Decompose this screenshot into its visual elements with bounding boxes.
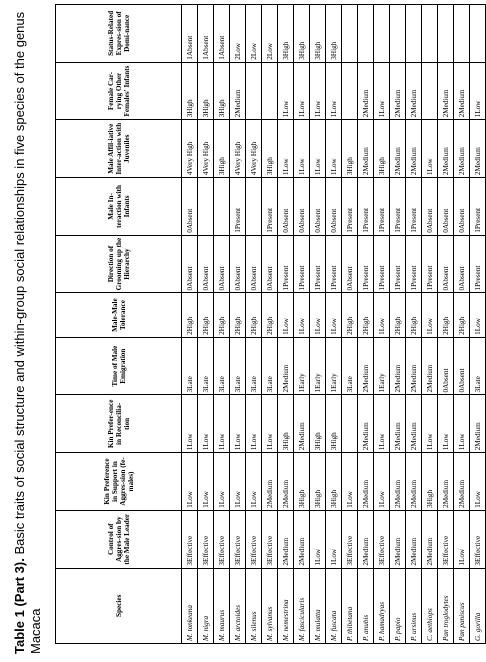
table-cell: 3High [310, 395, 326, 453]
table-cell: 2Medium [406, 453, 422, 511]
table-cell: 3Effective [374, 510, 390, 568]
table-row [214, 5, 230, 644]
table-cell: 4Very High [230, 120, 246, 178]
table-cell: 2Medium [358, 510, 374, 568]
table-cell: 3High [326, 5, 342, 63]
table-cell: 4Very High [198, 120, 214, 178]
table-cell: 3Late [342, 337, 358, 395]
species-cell: M. fascicularis [294, 568, 310, 643]
table-cell: 1Present [294, 235, 310, 293]
table-row [246, 5, 262, 644]
table-cell: 3High [374, 120, 390, 178]
table-cell: 0Absent [454, 337, 470, 395]
species-cell: M. maurus [214, 568, 230, 643]
table-cell: 2Medium [358, 120, 374, 178]
table-cell: 2Medium [422, 337, 438, 395]
table-cell: 3High [310, 453, 326, 511]
table-cell: 2High [358, 293, 374, 337]
table-cell: 1Low [326, 120, 342, 178]
table-row [374, 5, 390, 644]
table-cell: 1Low [182, 453, 198, 511]
table-cell [246, 62, 262, 120]
species-cell: M. arctoides [230, 568, 246, 643]
table-cell: 2Medium [406, 510, 422, 568]
table-cell [422, 5, 438, 63]
table-cell: 0Absent [454, 178, 470, 236]
table-cell: 3Effective [214, 510, 230, 568]
table-cell: 1Low [374, 293, 390, 337]
table-cell: 2Medium [438, 453, 454, 511]
species-cell: P. hamadryas [374, 568, 390, 643]
table-caption-label: Table 1 (Part 3). [12, 558, 27, 654]
table-cell: 1Low [294, 62, 310, 120]
table-caption [8, 0, 50, 662]
table-cell: 0Absent [246, 235, 262, 293]
table-caption-description: Basic traits of social structure and within-group social relationships in five species of the genus Macaca [12, 11, 43, 654]
column-header: Kin Prefer-ence in Reconcilia-tion [56, 395, 182, 453]
table-cell: 1Low [374, 453, 390, 511]
table-cell: 4Very High [182, 120, 198, 178]
table-cell: 3High [342, 120, 358, 178]
species-cell: M. mulatta [310, 568, 326, 643]
table-cell: 2Medium [422, 510, 438, 568]
table-cell: 1Low [182, 395, 198, 453]
table-row [182, 5, 198, 644]
column-header: Direction of Grooming up the Hierarchy [56, 235, 182, 293]
table-cell: 2Medium [278, 337, 294, 395]
table-cell: 0Absent [182, 178, 198, 236]
table-cell: 2Medium [358, 62, 374, 120]
table-cell: 1Present [310, 235, 326, 293]
table-cell [262, 62, 278, 120]
table-cell: 2Medium [470, 120, 486, 178]
table-cell: 1Low [438, 395, 454, 453]
table-cell: 1Low [198, 395, 214, 453]
table-row [422, 5, 438, 644]
table-cell: 0Absent [438, 235, 454, 293]
table-cell: 1Present [406, 178, 422, 236]
column-header: Status-Related Expres-sion of Domi-nance [56, 5, 182, 63]
table-cell: 2Low [230, 5, 246, 63]
table-cell [454, 5, 470, 63]
traits-table [55, 4, 486, 644]
table-cell: 2Medium [390, 395, 406, 453]
table-cell: 1Present [422, 235, 438, 293]
table-cell: 1Low [454, 395, 470, 453]
table-cell: 3High [326, 395, 342, 453]
table-caption-text [8, 0, 50, 662]
table-cell: 1Low [278, 62, 294, 120]
table-cell: 1Present [374, 235, 390, 293]
species-cell: M. nigra [198, 568, 214, 643]
table-cell: 2High [182, 293, 198, 337]
column-header: Male In-teraction with Infants [56, 178, 182, 236]
table-cell: 2High [230, 293, 246, 337]
table-cell: 1Low [310, 510, 326, 568]
table-cell: 0Absent [262, 235, 278, 293]
table-cell [342, 62, 358, 120]
table-cell: 3High [198, 62, 214, 120]
species-cell: C. aethiops [422, 568, 438, 643]
table-cell: 1Low [374, 395, 390, 453]
species-cell: M. sylvanus [262, 568, 278, 643]
table-cell: 3Late [262, 337, 278, 395]
table-cell: 0Absent [454, 235, 470, 293]
table-cell: 2High [262, 293, 278, 337]
data-table-container [55, 4, 482, 644]
table-cell: 3High [422, 453, 438, 511]
table-cell: 1Present [278, 235, 294, 293]
table-cell: 1Low [198, 453, 214, 511]
table-cell [342, 395, 358, 453]
table-row [262, 5, 278, 644]
table-cell: 3Late [246, 337, 262, 395]
table-cell: 1Low [310, 120, 326, 178]
table-cell [406, 5, 422, 63]
table-cell [390, 5, 406, 63]
species-cell: M. tonkeana [182, 568, 198, 643]
table-cell: 3High [294, 5, 310, 63]
column-header: Time of Male Emigration [56, 337, 182, 395]
table-cell: 2Medium [358, 395, 374, 453]
table-cell: 2High [198, 293, 214, 337]
table-cell: 0Absent [214, 235, 230, 293]
table-row [278, 5, 294, 644]
table-cell: 1Low [326, 293, 342, 337]
table-cell: 3Late [182, 337, 198, 395]
table-cell: 3Effective [230, 510, 246, 568]
table-cell: 2High [406, 293, 422, 337]
species-cell: Pan troglodytes [438, 568, 454, 643]
table-row [358, 5, 374, 644]
table-row [294, 5, 310, 644]
table-cell: 1Low [246, 453, 262, 511]
species-cell: P. ursinus [406, 568, 422, 643]
table-cell: 1Low [342, 453, 358, 511]
table-cell: 2Medium [470, 395, 486, 453]
table-cell: 3Effective [438, 510, 454, 568]
table-cell: 3High [310, 5, 326, 63]
species-cell: G. gorilla [470, 568, 486, 643]
species-cell: M. nemestrina [278, 568, 294, 643]
table-cell: 2Medium [390, 510, 406, 568]
table-cell: 1Low [374, 62, 390, 120]
table-cell: 2Medium [358, 453, 374, 511]
table-cell: 1Absent [214, 5, 230, 63]
column-header: Male-Male Tolerance [56, 293, 182, 337]
table-cell: 2Medium [358, 337, 374, 395]
table-cell: 2High [246, 293, 262, 337]
table-cell: 0Absent [326, 178, 342, 236]
table-cell: 1Low [214, 395, 230, 453]
table-cell: 1Present [390, 178, 406, 236]
table-cell: 1Present [262, 178, 278, 236]
table-cell: 3Effective [246, 510, 262, 568]
table-cell: 1Low [470, 62, 486, 120]
table-cell: 0Absent [310, 178, 326, 236]
table-cell: 1Low [230, 395, 246, 453]
table-cell: 1Early [374, 337, 390, 395]
species-cell: P. anubis [358, 568, 374, 643]
table-cell: 0Absent [230, 235, 246, 293]
table-cell: 1Absent [182, 5, 198, 63]
table-cell: 3High [182, 62, 198, 120]
table-cell: 2High [342, 293, 358, 337]
table-cell: 3Late [470, 337, 486, 395]
table-cell: 2Medium [406, 120, 422, 178]
column-header: Control of Aggres-sion by the Male Leader [56, 510, 182, 568]
table-cell: 1Present [470, 178, 486, 236]
table-row [438, 5, 454, 644]
table-cell: 2Medium [278, 453, 294, 511]
column-header: Male Affil-iative Inter-action with Juveniles [56, 120, 182, 178]
table-cell: 2Medium [438, 120, 454, 178]
table-cell: 3High [214, 62, 230, 120]
table-cell: 1Low [470, 453, 486, 511]
table-cell: 2Low [262, 5, 278, 63]
table-cell [246, 178, 262, 236]
table-cell: 1Present [358, 178, 374, 236]
table-cell: 1Low [326, 510, 342, 568]
table-cell: 1Early [326, 337, 342, 395]
table-cell: 3Effective [262, 510, 278, 568]
table-cell: 1Low [310, 62, 326, 120]
table-cell: 2Low [246, 5, 262, 63]
table-row [310, 5, 326, 644]
table-cell [342, 5, 358, 63]
table-cell: 1Low [326, 62, 342, 120]
table-cell [438, 5, 454, 63]
table-cell: 0Absent [198, 235, 214, 293]
table-cell: 1Present [342, 178, 358, 236]
table-row [326, 5, 342, 644]
table-cell: 0Absent [422, 178, 438, 236]
column-header: Species [56, 568, 182, 643]
table-cell: 2Medium [454, 120, 470, 178]
table-row [230, 5, 246, 644]
table-cell: 1Low [230, 453, 246, 511]
table-cell: 0Absent [182, 235, 198, 293]
species-cell: M. fuscata [326, 568, 342, 643]
table-cell: 2Medium [390, 337, 406, 395]
table-cell: 3Late [230, 337, 246, 395]
table-cell: 2Medium [390, 120, 406, 178]
table-cell: 2High [454, 293, 470, 337]
table-cell: 3High [214, 120, 230, 178]
table-cell: 1Low [294, 293, 310, 337]
table-cell: 1Low [310, 293, 326, 337]
table-cell [358, 5, 374, 63]
column-header: Female Car-rying Other Females' Infants [56, 62, 182, 120]
table-cell: 2High [214, 293, 230, 337]
table-cell: 3High [278, 395, 294, 453]
table-cell [374, 5, 390, 63]
table-cell: 0Absent [438, 178, 454, 236]
table-cell: 2Medium [406, 62, 422, 120]
table-cell: 3Effective [182, 510, 198, 568]
table-cell: 4Very High [246, 120, 262, 178]
species-cell: Pan paniscus [454, 568, 470, 643]
table-cell: 3High [326, 453, 342, 511]
table-cell: 3Effective [198, 510, 214, 568]
table-cell: 2Medium [294, 510, 310, 568]
table-cell: 3High [294, 453, 310, 511]
table-cell: 1Low [294, 120, 310, 178]
table-cell: 2Medium [406, 395, 422, 453]
table-cell: 1Present [406, 235, 422, 293]
table-header-row [56, 5, 182, 644]
table-cell: 1Low [214, 453, 230, 511]
table-cell: 2Medium [454, 62, 470, 120]
table-cell: 1Low [422, 395, 438, 453]
table-cell: 2High [390, 293, 406, 337]
table-cell: 3Effective [342, 510, 358, 568]
table-row [342, 5, 358, 644]
table-cell: 1Low [246, 395, 262, 453]
table-cell: 3Late [198, 337, 214, 395]
table-cell: 2Medium [406, 337, 422, 395]
table-cell: 0Absent [438, 337, 454, 395]
table-cell: 2High [438, 293, 454, 337]
table-cell: 1Low [470, 293, 486, 337]
table-cell [470, 5, 486, 63]
table-cell: 1Low [262, 395, 278, 453]
table-cell [214, 178, 230, 236]
table-cell: 2Medium [230, 62, 246, 120]
table-cell: 1Present [374, 178, 390, 236]
table-cell: 1Low [278, 120, 294, 178]
table-row [454, 5, 470, 644]
species-cell: M. silenus [246, 568, 262, 643]
table-cell: 1Present [358, 235, 374, 293]
table-cell: 0Absent [294, 178, 310, 236]
table-cell: 1Low [454, 510, 470, 568]
species-cell: P. papio [390, 568, 406, 643]
table-cell: 2Medium [294, 395, 310, 453]
table-cell: 2Medium [390, 62, 406, 120]
table-cell: 1Low [278, 293, 294, 337]
table-cell: 0Absent [342, 235, 358, 293]
table-row [390, 5, 406, 644]
table-cell: 2Medium [262, 453, 278, 511]
table-cell: 1Low [422, 293, 438, 337]
table-cell: 3Late [214, 337, 230, 395]
column-header: Kin Preference in Support in Aggres-sion (fe-males) [56, 453, 182, 511]
table-cell: 1Low [422, 120, 438, 178]
table-cell: 0Absent [278, 178, 294, 236]
table-cell [422, 62, 438, 120]
table-cell: 1Early [310, 337, 326, 395]
table-cell: 2Medium [454, 453, 470, 511]
table-cell: 2Medium [278, 510, 294, 568]
table-row [198, 5, 214, 644]
table-cell: 1Early [294, 337, 310, 395]
table-cell: 2Medium [390, 453, 406, 511]
table-row [406, 5, 422, 644]
table-cell: 1Present [470, 235, 486, 293]
table-cell: 1Absent [198, 5, 214, 63]
table-cell: 2Medium [438, 62, 454, 120]
table-cell [198, 178, 214, 236]
table-row [470, 5, 486, 644]
table-cell: 3Effective [470, 510, 486, 568]
table-body [182, 5, 486, 644]
table-cell: 1Present [230, 178, 246, 236]
species-cell: P. thibetana [342, 568, 358, 643]
table-cell: 1Present [326, 235, 342, 293]
table-cell: 3High [262, 120, 278, 178]
table-cell: 3High [278, 5, 294, 63]
table-cell: 1Present [390, 235, 406, 293]
